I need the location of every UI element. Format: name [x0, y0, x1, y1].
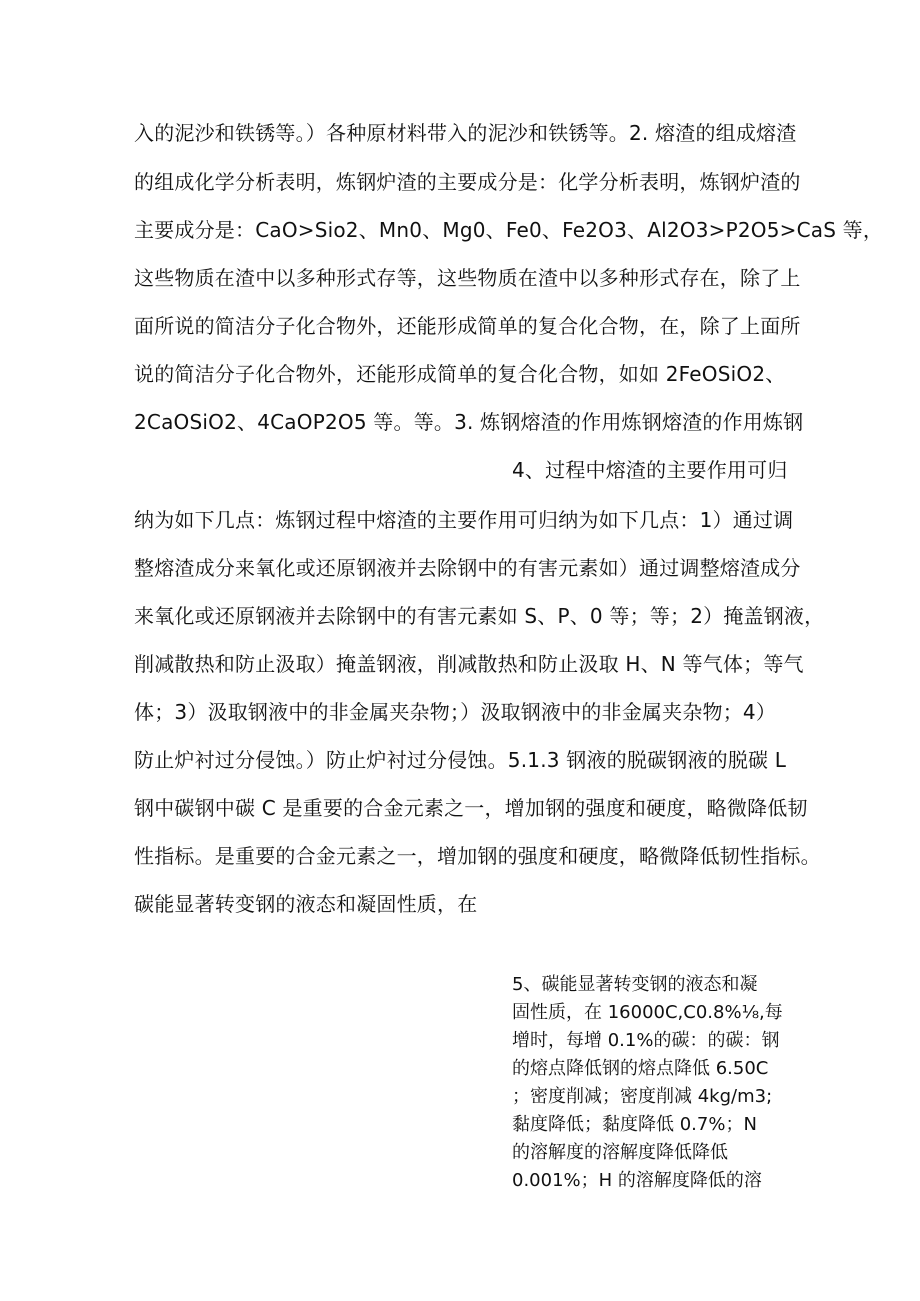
- column-line: 的溶解度的溶解度降低降低: [512, 1142, 728, 1163]
- paragraph-line: 这些物质在渣中以多种形式存等，这些物质在渣中以多种形式存在，除了上: [134, 266, 801, 290]
- column-line: 的熔点降低钢的熔点降低 6.50C: [512, 1058, 769, 1079]
- paragraph-line: 钢中碳钢中碳 C 是重要的合金元素之一，增加钢的强度和硬度，略微降低韧: [134, 796, 808, 820]
- paragraph-line: 2CaOSiO2、4CaOP2O5 等。等。3. 炼钢熔渣的作用炼钢熔渣的作用炼钢: [134, 410, 804, 434]
- paragraph-line: 的组成化学分析表明，炼钢炉渣的主要成分是：化学分析表明，炼钢炉渣的: [134, 170, 801, 194]
- paragraph-line: 主要成分是：CaO>Sio2、Mn0、Mg0、Fe0、Fe2O3、Al2O3>P2O5>CaS 等，: [134, 218, 884, 242]
- column-line: ；密度削减；密度削减 4kg/m3;: [512, 1086, 773, 1107]
- column-line: 黏度降低；黏度降低 0.7%；N: [512, 1114, 757, 1135]
- paragraph-line: 整熔渣成分来氧化或还原钢液并去除钢中的有害元素如）通过调整熔渣成分: [134, 556, 801, 580]
- column-line: 固性质，在 16000C,C0.8%⅛,每: [512, 1002, 783, 1023]
- paragraph-line: 入的泥沙和铁锈等。）各种原材料带入的泥沙和铁锈等。2. 熔渣的组成熔渣: [134, 121, 797, 145]
- paragraph-line: 碳能显著转变钢的液态和凝固性质，在: [134, 892, 478, 916]
- paragraph-line: 防止炉衬过分侵蚀。）防止炉衬过分侵蚀。5.1.3 钢液的脱碳钢液的脱碳 L: [134, 748, 787, 772]
- column-line: 增时，每增 0.1%的碳：的碳：钢: [512, 1030, 780, 1051]
- paragraph-line: 说的简洁分子化合物外，还能形成简单的复合化合物，如如 2FeOSiO2、: [134, 362, 786, 386]
- paragraph-line: 性指标。是重要的合金元素之一，增加钢的强度和硬度，略微降低韧性指标。: [134, 844, 821, 868]
- column-line: 5、碳能显著转变钢的液态和凝: [512, 974, 758, 995]
- column-line: 0.001%；H 的溶解度降低的溶: [512, 1170, 762, 1191]
- paragraph-line: 面所说的简洁分子化合物外，还能形成简单的复合化合物，在，除了上面所: [134, 314, 801, 338]
- paragraph-line: 纳为如下几点：炼钢过程中熔渣的主要作用可归纳为如下几点：1）通过调: [134, 508, 794, 532]
- section-heading: 4、过程中熔渣的主要作用可归: [512, 458, 788, 482]
- paragraph-line: 削减散热和防止汲取）掩盖钢液，削减散热和防止汲取 H、N 等气体；等气: [134, 652, 804, 676]
- paragraph-line: 体；3）汲取钢液中的非金属夹杂物；）汲取钢液中的非金属夹杂物；4）: [134, 700, 777, 724]
- paragraph-line: 来氧化或还原钢液并去除钢中的有害元素如 S、P、0 等；等；2）掩盖钢液，: [134, 604, 825, 628]
